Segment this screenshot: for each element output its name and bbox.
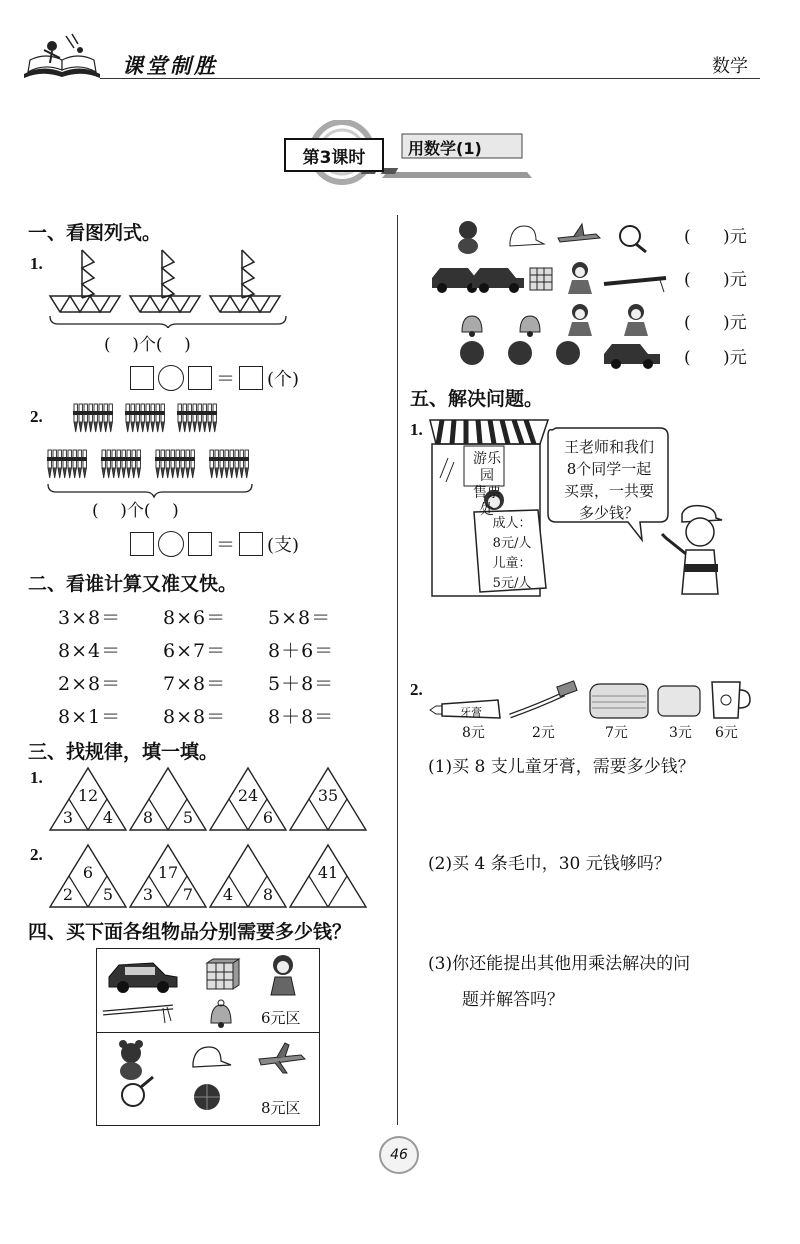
number-triangle — [288, 843, 368, 909]
calc-item: 8×4＝ — [58, 640, 122, 662]
sign-line: 游乐园 — [473, 451, 501, 484]
pencil-bundle — [209, 450, 249, 478]
calc-item: 8＋6＝ — [268, 640, 335, 662]
calc-item: 8＋8＝ — [268, 706, 335, 728]
towel-icon — [590, 684, 648, 718]
calc-item: 8×1＝ — [58, 706, 122, 728]
answer-box[interactable] — [188, 532, 212, 556]
pencil-bundle — [125, 404, 165, 432]
calc-item: 7×8＝ — [163, 673, 227, 695]
equals-sign: ＝ — [216, 534, 236, 556]
s1-p2-blank-line: ( )个( ) — [92, 501, 179, 521]
triangle-right-number: 4 — [102, 808, 114, 827]
rubiks-cube-icon — [207, 959, 239, 989]
s3-row1-num: 1. — [30, 768, 43, 787]
s4-groups-figure — [428, 218, 668, 370]
section3-title: 三、找规律，填一填。 — [28, 741, 219, 763]
pencil-bundle — [101, 450, 141, 478]
header-logo — [22, 30, 102, 80]
soap-icon — [658, 686, 700, 716]
triangle-right-number: 6 — [262, 808, 274, 827]
pencil-bundle — [177, 404, 217, 432]
answer-box[interactable] — [130, 366, 154, 390]
cup-icon — [712, 682, 750, 718]
header-subject: 数学 — [712, 56, 748, 77]
answer-box[interactable] — [188, 366, 212, 390]
calc-item: 3×8＝ — [58, 607, 122, 629]
toy-plane-icon — [259, 1043, 305, 1073]
board-line: 5元/人 — [492, 576, 532, 591]
s5-problem2-num: 2. — [410, 680, 423, 699]
lesson-banner — [272, 120, 532, 190]
page-number-badge — [379, 1136, 419, 1174]
s1-p1-unit: (个) — [267, 368, 300, 390]
bell-icon — [211, 1000, 231, 1028]
s3-row2-num: 2. — [30, 845, 43, 864]
triangle-top-number: 41 — [317, 863, 339, 882]
lesson-topic: 用数学(1) — [408, 139, 482, 158]
number-triangle — [208, 766, 288, 832]
lesson-label-box — [284, 138, 384, 172]
sign-line: 售票处 — [473, 485, 501, 518]
group-3 — [462, 304, 648, 337]
pencil-bundle — [155, 450, 195, 478]
s4-answer-4[interactable]: ( )元 — [684, 348, 747, 368]
triangle-left-number: 3 — [142, 885, 154, 904]
s4-zone1-label: 6元区 — [261, 1009, 301, 1027]
calc-item: 5×8＝ — [268, 607, 332, 629]
triangle-right-number: 7 — [182, 885, 194, 904]
group-2 — [432, 262, 666, 294]
s4-zone2-label: 8元区 — [261, 1099, 301, 1117]
bubble-line: 8个同学一起 — [566, 460, 652, 478]
magnifier-icon — [122, 1077, 153, 1106]
doll-icon — [271, 955, 295, 995]
bubble-line: 多少钱？ — [578, 504, 639, 522]
answer-box[interactable] — [239, 532, 263, 556]
number-triangle — [48, 766, 128, 832]
s1-p1-equation — [130, 364, 299, 391]
s5-question-1: (1)买 8 支儿童牙膏，需要多少钱？ — [428, 757, 695, 777]
s4-answer-2[interactable]: ( )元 — [684, 270, 747, 290]
board-line: 8元/人 — [492, 536, 532, 551]
s1-problem2-num: 2. — [30, 407, 43, 426]
triangle-top-number: 35 — [317, 786, 339, 805]
s1-sailboats-figure — [48, 246, 288, 328]
triangle-right-number: 8 — [262, 885, 274, 904]
number-triangle — [128, 766, 208, 832]
pencil-bundle — [47, 450, 87, 478]
price-toothpaste: 8元 — [462, 725, 485, 741]
board-line: 儿童： — [492, 556, 532, 571]
sailboat-3 — [210, 250, 280, 312]
answer-box[interactable] — [130, 532, 154, 556]
triangle-left-number: 8 — [142, 808, 154, 827]
triangle-top-number: 6 — [82, 863, 94, 882]
triangle-left-number: 3 — [62, 808, 74, 827]
s5-bubble-text — [552, 436, 666, 524]
section1-title: 一、看图列式。 — [28, 222, 162, 244]
s5-sign — [469, 451, 505, 519]
operator-circle[interactable] — [158, 365, 184, 391]
number-triangle — [48, 843, 128, 909]
column-divider — [397, 215, 398, 1125]
toothbrush-icon — [510, 681, 577, 716]
calc-item: 6×7＝ — [163, 640, 227, 662]
section2-title: 二、看谁计算又准又快。 — [28, 573, 238, 595]
s1-p2-unit: (支) — [267, 534, 300, 556]
header-title: 课堂制胜 — [122, 54, 218, 78]
group-1 — [458, 221, 646, 254]
flute-icon — [103, 1007, 173, 1023]
pencil-bundle — [73, 404, 113, 432]
sailboat-2 — [130, 250, 200, 312]
calc-item: 8×8＝ — [163, 706, 227, 728]
lesson-label: 第3课时 — [302, 147, 366, 168]
calc-item: 2×8＝ — [58, 673, 122, 695]
bubble-line: 王老师和我们 — [563, 438, 654, 456]
sailboat-1 — [50, 250, 120, 312]
group-4 — [460, 341, 660, 369]
header-rule — [100, 78, 760, 79]
boy-figure — [662, 506, 722, 594]
s4-answer-3[interactable]: ( )元 — [684, 313, 747, 333]
operator-circle[interactable] — [158, 531, 184, 557]
s1-problem1-num: 1. — [30, 254, 43, 273]
s5-question-3a: (3)你还能提出其他用乘法解决的问 — [428, 954, 691, 974]
s5-price-board-text — [482, 514, 542, 594]
s1-pencils-figure — [44, 400, 284, 500]
s5-question-2: (2)买 4 条毛巾，30 元钱够吗？ — [428, 854, 671, 874]
basketball-icon — [194, 1084, 220, 1110]
s1-p1-brace — [50, 316, 286, 328]
triangle-top-number: 17 — [157, 863, 179, 882]
answer-box[interactable] — [239, 366, 263, 390]
s5-question-3b: 题并解答吗？ — [462, 990, 564, 1010]
price-cup: 6元 — [715, 725, 738, 741]
triangle-top-number: 12 — [77, 786, 99, 805]
cap-icon — [193, 1047, 231, 1067]
board-line: 成人： — [492, 516, 532, 531]
s5-problem1-num: 1. — [410, 420, 423, 439]
teddy-bear-icon — [119, 1040, 143, 1080]
page-number: 46 — [390, 1147, 408, 1163]
price-soap: 3元 — [669, 725, 692, 741]
price-toothbrush: 2元 — [532, 725, 555, 741]
s1-p1-blank-line: ( )个( ) — [104, 335, 191, 355]
bubble-line: 买票，一共要 — [563, 482, 654, 500]
equals-sign: ＝ — [216, 368, 236, 390]
s4-answer-1[interactable]: ( )元 — [684, 227, 747, 247]
tube-label: 牙膏 — [460, 706, 482, 719]
s4-price-table — [96, 948, 320, 1126]
section5-title: 五、解决问题。 — [410, 388, 544, 410]
triangle-left-number: 4 — [222, 885, 234, 904]
triangle-right-number: 5 — [182, 808, 194, 827]
price-towel: 7元 — [605, 725, 628, 741]
triangle-left-number: 2 — [62, 885, 74, 904]
number-triangle — [128, 843, 208, 909]
calc-item: 5＋8＝ — [268, 673, 335, 695]
number-triangle — [208, 843, 288, 909]
toy-car-icon — [109, 963, 177, 993]
triangle-right-number: 5 — [102, 885, 114, 904]
section4-title: 四、买下面各组物品分别需要多少钱？ — [28, 921, 352, 943]
number-triangle — [288, 766, 368, 832]
calc-item: 8×6＝ — [163, 607, 227, 629]
triangle-top-number: 24 — [237, 786, 259, 805]
s1-p2-equation — [130, 530, 299, 557]
book-logo-icon — [22, 30, 102, 80]
